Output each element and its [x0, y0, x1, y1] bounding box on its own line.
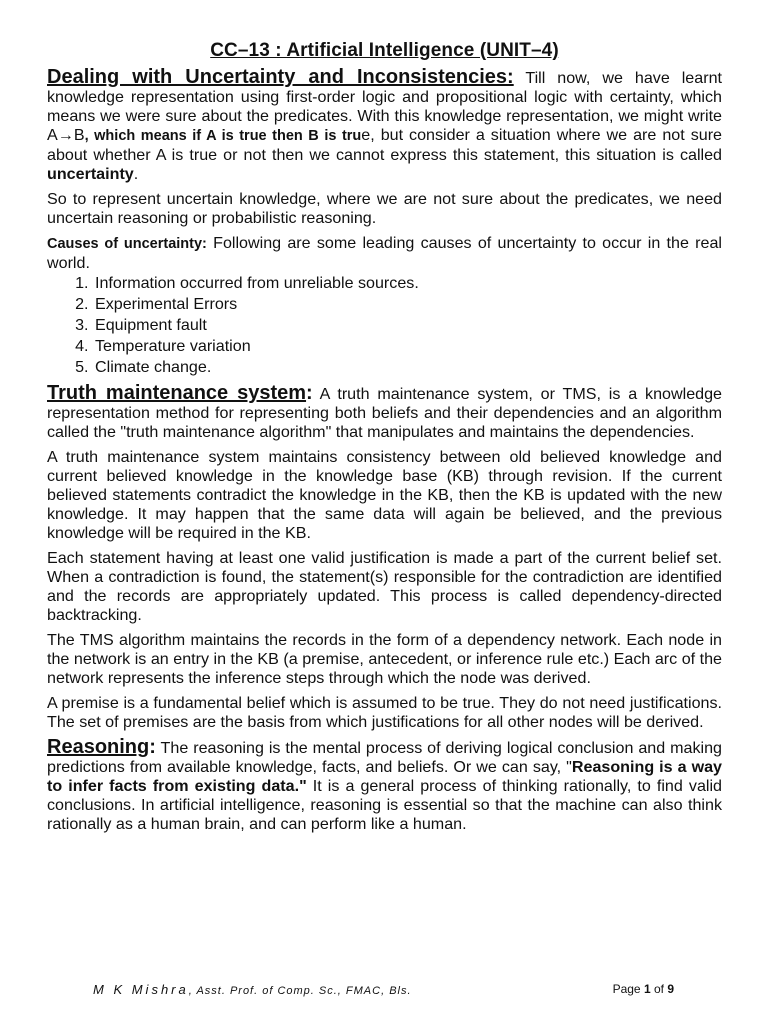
- page-of: of: [650, 982, 668, 996]
- page-number: [613, 982, 674, 997]
- list-item: 1. Information occurred from unreliable sources.: [93, 273, 722, 294]
- uncertainty-text-a: Till now, we have learnt knowledge representation using first-order logic and propositional logic with certainty, which means we were sure about the predicates. With this knowledge representation, we might write: [47, 69, 722, 125]
- list-item: 3. Equipment fault: [93, 315, 722, 336]
- uncertainty-paragraph-1: [47, 68, 722, 184]
- uncertainty-bold-text: which means if A is true then B is tru: [94, 128, 362, 144]
- tms-text-1: A truth maintenance system, or TMS, is a knowledge representation method for representing both beliefs and their dependencies and an algorithm called the "truth maintenance algorithm" that manipulates and maintains the dependencies.: [47, 385, 722, 441]
- author-name: M K Mishra: [93, 982, 189, 997]
- page-current: 1: [643, 982, 651, 996]
- tms-paragraph-2: A truth maintenance system maintains consistency between old believed knowledge and current believed knowledge in the knowledge base (KB) through revision. If the current believed statements contradict the knowledge in the KB, then the KB is updated with the new knowledge. It may happen that the same data will again be believed, and the previous knowledge will be required in the KB.: [47, 448, 722, 542]
- list-item: 5. Climate change.: [93, 357, 722, 378]
- reasoning-paragraph: [47, 738, 722, 834]
- tms-heading-colon: :: [306, 382, 313, 404]
- reasoning-text-a: The reasoning is the mental process of deriving logical conclusion and making predictions from available knowledge, facts, and beliefs. Or we can say, ": [47, 739, 722, 776]
- formula: A→B: [47, 126, 85, 144]
- reasoning-heading: Reasoning: [47, 736, 150, 758]
- page-title: CC–13 : Artificial Intelligence (UNIT–4): [210, 40, 559, 61]
- page-footer: [93, 982, 674, 997]
- uncertainty-term: uncertainty: [47, 165, 134, 183]
- uncertainty-text-b: ,: [84, 128, 95, 144]
- uncertainty-text-end: .: [133, 165, 139, 183]
- tms-paragraph-1: [47, 384, 722, 442]
- page-total: 9: [667, 982, 674, 996]
- uncertainty-text-c: e, but consider a situation where we are not sure about whether A is true or not then we cannot express this statement, this situation is called: [47, 126, 723, 164]
- causes-label: Causes of uncertainty:: [47, 236, 207, 252]
- uncertainty-heading: Dealing with Uncertainty and Inconsistencies:: [47, 66, 514, 88]
- causes-list: [47, 273, 722, 378]
- tms-paragraph-3: Each statement having at least one valid justification is made a part of the current belief set. When a contradiction is found, the statement(s) responsible for the contradiction are identified and the records are appropriately updated. This process is called dependency-directed backtracking.: [47, 549, 722, 624]
- list-item: 2. Experimental Errors: [93, 294, 722, 315]
- reasoning-bold-text: Reasoning is a way to infer facts from existing data.": [47, 758, 722, 795]
- footer-author: [93, 982, 412, 997]
- causes-text: Following are some leading causes of uncertainty to occur in the real world.: [47, 234, 722, 272]
- page-label: Page: [612, 982, 644, 996]
- author-title: , Asst. Prof. of Comp. Sc., FMAC, Bls.: [188, 985, 412, 997]
- tms-heading: Truth maintenance system: [47, 382, 307, 404]
- uncertainty-paragraph-2: So to represent uncertain knowledge, where we are not sure about the predicates, we need uncertain reasoning or probabilistic reasoning.: [47, 190, 722, 227]
- causes-paragraph: [47, 234, 722, 273]
- tms-paragraph-4: The TMS algorithm maintains the records in the form of a dependency network. Each node in the network is an entry in the KB (a premise, antecedent, or inference rule etc.) Each arc of the network represents the inference steps through which the node was derived.: [47, 631, 722, 687]
- reasoning-heading-colon: :: [149, 736, 156, 758]
- tms-paragraph-5: A premise is a fundamental belief which is assumed to be true. They do not need justifications. The set of premises are the basis from which justifications for all other nodes will be derived.: [47, 694, 722, 731]
- list-item: 4. Temperature variation: [93, 336, 722, 357]
- reasoning-text-b: It is a general process of thinking rationally, to find valid conclusions. In artificial intelligence, reasoning is essential so that the machine can also think rationally as a human brain, and can perform like a human.: [47, 777, 722, 833]
